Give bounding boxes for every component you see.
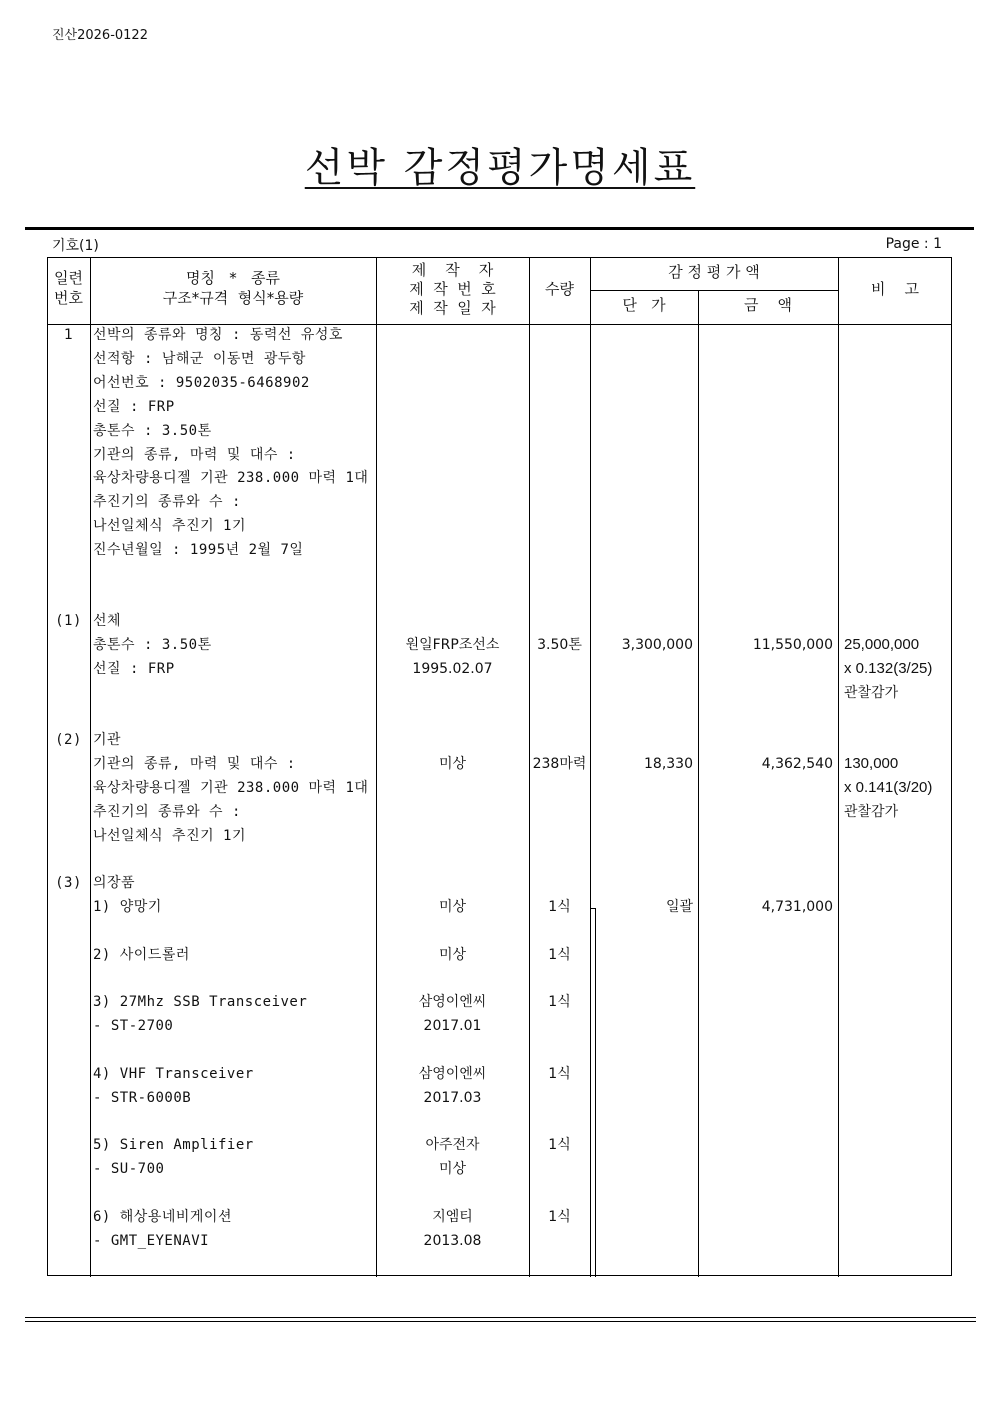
engine-line: 추진기의 종류와 수 :	[93, 804, 241, 820]
vessel-line: 추진기의 종류와 수 :	[93, 494, 241, 510]
hull-date: 1995.02.07	[412, 661, 493, 677]
engine-line: 기관	[93, 732, 122, 748]
vessel-line: 육상차량용디젤 기관 238.000 마력 1대	[93, 470, 369, 486]
equipment-amount: 4,731,000	[761, 899, 833, 915]
vessel-line: 선박의 종류와 명칭 : 동력선 유성호	[93, 327, 343, 343]
header-amount: 금 액	[743, 296, 793, 314]
engine-line: 기관의 종류, 마력 및 대수 :	[93, 756, 296, 772]
vessel-line: 나선일체식 추진기 1기	[93, 518, 247, 534]
header-name-2: 구조*규격 형식*용량	[162, 289, 304, 307]
document-number: 진산2026-0122	[52, 28, 148, 43]
equipment-item-model: - ST-2700	[93, 1018, 174, 1034]
hull-line: 선질 : FRP	[93, 661, 175, 677]
header-serial-2: 번호	[54, 289, 83, 307]
column-divider	[90, 257, 91, 1277]
engine-line: 나선일체식 추진기 1기	[93, 828, 247, 844]
header-name-1: 명칭 * 종류	[185, 269, 281, 287]
engine-quantity: 238마력	[532, 756, 587, 772]
equipment-item-quantity: 1식	[548, 1137, 571, 1153]
equipment-item-maker: 지엠티	[432, 1209, 473, 1225]
equipment-item-name: 5) Siren Amplifier	[93, 1137, 254, 1153]
equipment-item-quantity: 1식	[548, 994, 571, 1010]
column-divider	[838, 257, 839, 1277]
item-number: (3)	[55, 875, 82, 891]
header-unit-price: 단 가	[622, 296, 666, 314]
equipment-item-name: 6) 해상용네비게이션	[93, 1209, 232, 1225]
equipment-item-model: - SU-700	[93, 1161, 165, 1177]
vessel-line: 기관의 종류, 마력 및 대수 :	[93, 447, 296, 463]
item-number: (1)	[55, 613, 82, 629]
equipment-item-date: 미상	[438, 1161, 467, 1177]
header-subdivider	[590, 290, 838, 291]
equipment-item-date: 2013.08	[423, 1233, 482, 1249]
equipment-item-quantity: 1식	[548, 1066, 571, 1082]
equipment-item-maker: 아주전자	[425, 1137, 480, 1153]
hull-line: 선체	[93, 613, 122, 629]
header-bottom-rule	[47, 324, 952, 325]
equipment-item-name: 2) 사이드롤러	[93, 947, 190, 963]
equipment-item-maker: 삼영이엔씨	[418, 1066, 487, 1082]
header-serial-1: 일련	[54, 269, 83, 287]
engine-remark: x 0.141(3/20)	[844, 779, 933, 796]
engine-amount: 4,362,540	[761, 756, 833, 772]
vessel-line: 선질 : FRP	[93, 399, 175, 415]
code-label: 기호(1)	[52, 238, 99, 254]
vessel-line: 어선번호 : 9502035-6468902	[93, 375, 310, 391]
vessel-line: 진수년월일 : 1995년 2월 7일	[93, 542, 304, 558]
equipment-item-maker: 삼영이엔씨	[418, 994, 487, 1010]
equipment-item-quantity: 1식	[548, 947, 571, 963]
engine-maker: 미상	[438, 756, 467, 772]
equipment-item-model: - GMT_EYENAVI	[93, 1233, 210, 1249]
engine-unit-price: 18,330	[644, 756, 693, 772]
page-title: 선박 감정평가명세표	[304, 145, 696, 191]
bracket-line	[595, 908, 596, 1277]
hull-quantity: 3.50톤	[537, 637, 582, 653]
equipment-item-quantity: 1식	[548, 1209, 571, 1225]
equipment-heading: 의장품	[93, 875, 136, 891]
bottom-rule	[25, 1321, 976, 1322]
header-appraisal: 감 정 평 가 액	[668, 263, 760, 281]
hull-unit-price: 3,300,000	[621, 637, 693, 653]
bottom-rule	[25, 1317, 976, 1318]
item-number: (2)	[55, 732, 82, 748]
equipment-item-maker: 미상	[438, 947, 467, 963]
engine-line: 육상차량용디젤 기관 238.000 마력 1대	[93, 780, 369, 796]
equipment-item-name: 1) 양망기	[93, 899, 162, 915]
equipment-item-quantity: 1식	[548, 899, 571, 915]
hull-remark: 관찰감가	[844, 685, 899, 701]
page-number: Page : 1	[885, 236, 942, 252]
equipment-item-name: 3) 27Mhz SSB Transceiver	[93, 994, 308, 1010]
hull-line: 총톤수 : 3.50톤	[93, 637, 212, 653]
vessel-line: 선적항 : 남해군 이동면 광두항	[93, 351, 306, 367]
equipment-item-name: 4) VHF Transceiver	[93, 1066, 254, 1082]
equipment-item-maker: 미상	[438, 899, 467, 915]
equipment-unit-price: 일괄	[665, 899, 693, 915]
hull-amount: 11,550,000	[752, 637, 833, 653]
header-maker: 제 작 자	[411, 261, 494, 279]
column-divider	[698, 290, 699, 1277]
engine-remark: 관찰감가	[844, 804, 899, 820]
equipment-item-date: 2017.03	[423, 1090, 482, 1106]
equipment-item-model: - STR-6000B	[93, 1090, 192, 1106]
header-quantity: 수량	[545, 280, 574, 298]
equipment-item-date: 2017.01	[423, 1018, 482, 1034]
engine-remark: 130,000	[844, 755, 899, 772]
hull-remark: 25,000,000	[844, 636, 920, 653]
item-number: 1	[64, 327, 73, 343]
header-remarks: 비 고	[870, 280, 920, 298]
top-rule	[25, 227, 974, 230]
hull-remark: x 0.132(3/25)	[844, 660, 933, 677]
vessel-line: 총톤수 : 3.50톤	[93, 423, 212, 439]
header-serial-number: 제 작 번 호	[409, 280, 496, 298]
header-manufacture-date: 제 작 일 자	[409, 299, 496, 317]
hull-maker: 원일FRP조선소	[405, 637, 500, 653]
